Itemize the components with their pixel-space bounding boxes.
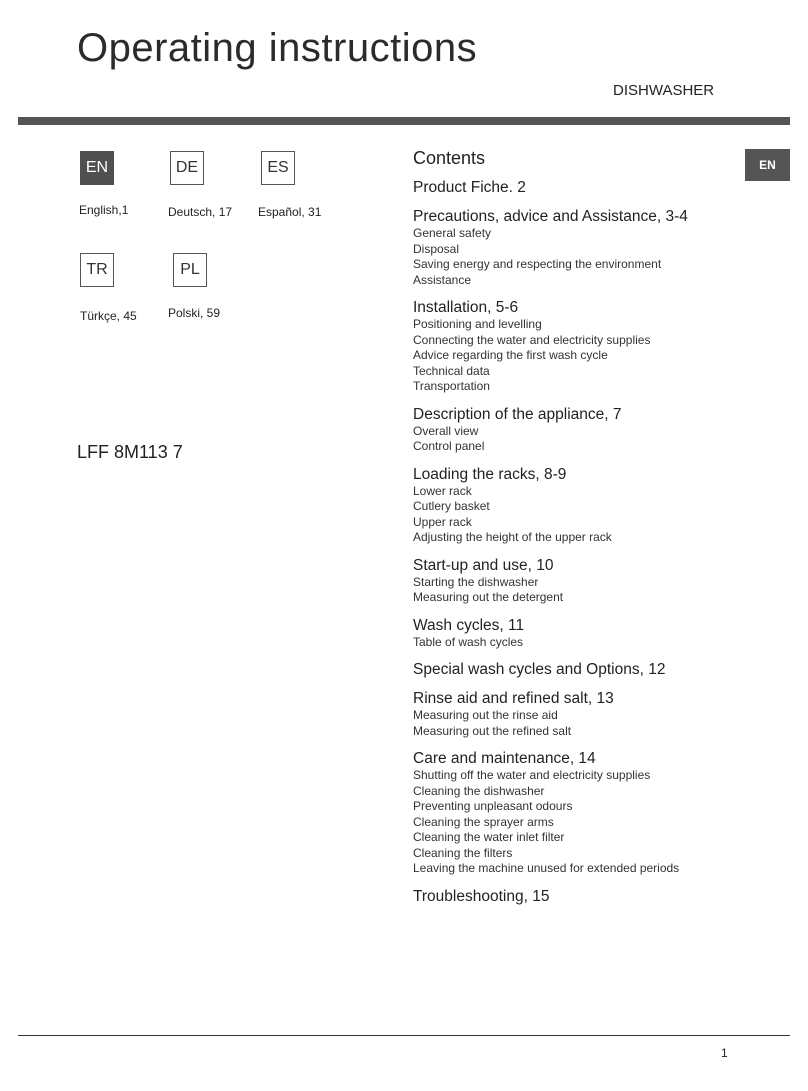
toc-subitem[interactable]: Measuring out the rinse aid — [413, 708, 558, 722]
toc-section-title[interactable]: Rinse aid and refined salt, 13 — [413, 690, 614, 707]
lang-en-label: English,1 — [79, 203, 129, 217]
table-of-contents — [413, 147, 743, 916]
toc-subitem[interactable]: Cutlery basket — [413, 499, 490, 513]
toc-subitem[interactable]: Connecting the water and electricity supplies — [413, 332, 651, 347]
toc-subitem[interactable]: Positioning and levelling — [413, 317, 542, 331]
lang-de-label: Deutsch, 17 — [168, 205, 233, 219]
toc-subitem[interactable]: Cleaning the water inlet filter — [413, 830, 565, 844]
toc-section — [413, 465, 743, 546]
toc-section — [413, 556, 743, 606]
toc-subitem[interactable]: Adjusting the height of the upper rack — [413, 530, 612, 544]
toc-section-title[interactable]: Wash cycles, 11 — [413, 616, 525, 634]
toc-section-title[interactable]: Special wash cycles and Options, 12 — [413, 661, 666, 678]
toc-section — [413, 660, 743, 679]
toc-subitem[interactable]: Shutting off the water and electricity supplies — [413, 768, 651, 782]
toc-subitem[interactable]: Disposal — [413, 241, 460, 256]
toc-section — [413, 178, 743, 197]
toc-section-title[interactable]: Precautions, advice and Assistance, 3-4 — [413, 208, 688, 225]
toc-subitem[interactable]: Advice regarding the first wash cycle — [413, 348, 608, 362]
contents-heading: Contents — [413, 148, 486, 168]
toc-subitem[interactable]: Table of wash cycles — [413, 634, 524, 649]
toc-subitem[interactable]: Measuring out the detergent — [413, 590, 564, 604]
toc-section — [413, 405, 743, 455]
toc-subitem[interactable]: Cleaning the filters — [413, 845, 513, 860]
toc-section — [413, 298, 743, 395]
model-number: LFF 8M113 7 — [77, 442, 183, 462]
toc-subitem[interactable]: Upper rack — [413, 514, 472, 529]
page-title: Operating instructions — [77, 26, 478, 70]
toc-section-title[interactable]: Care and maintenance, 14 — [413, 750, 596, 767]
toc-section-title[interactable]: Installation, 5-6 — [413, 299, 519, 316]
toc-subitem[interactable]: Assistance — [413, 272, 472, 287]
toc-subitem[interactable]: Cleaning the dishwasher — [413, 783, 545, 798]
toc-section-title[interactable]: Start-up and use, 10 — [413, 556, 554, 574]
header-rule — [18, 117, 790, 125]
language-tab-en: EN — [745, 149, 790, 181]
toc-subitem[interactable]: Cleaning the sprayer arms — [413, 814, 554, 829]
toc-section — [413, 749, 743, 877]
lang-en-button[interactable]: EN — [80, 151, 114, 185]
toc-subitem[interactable]: Transportation — [413, 379, 490, 393]
toc-section — [413, 689, 743, 739]
toc-section-title[interactable]: Product Fiche. 2 — [413, 179, 526, 196]
lang-tr-label: Türkçe, 45 — [80, 309, 137, 323]
lang-pl-button[interactable]: PL — [173, 253, 207, 287]
product-type: DISHWASHER — [613, 82, 715, 99]
lang-tr-button[interactable]: TR — [80, 253, 114, 287]
lang-pl-label: Polski, 59 — [168, 306, 221, 320]
lang-es-label: Español, 31 — [258, 205, 322, 219]
toc-subitem[interactable]: Leaving the machine unused for extended periods — [413, 861, 680, 875]
toc-subitem[interactable]: Preventing unpleasant odours — [413, 799, 573, 813]
toc-section — [413, 887, 743, 906]
toc-section-title[interactable]: Description of the appliance, 7 — [413, 405, 622, 423]
toc-section-title[interactable]: Troubleshooting, 15 — [413, 887, 550, 905]
footer-rule — [18, 1035, 790, 1036]
toc-section — [413, 616, 743, 651]
toc-section-title[interactable]: Loading the racks, 8-9 — [413, 465, 567, 483]
lang-de-button[interactable]: DE — [170, 151, 204, 185]
toc-subitem[interactable]: Control panel — [413, 439, 485, 453]
toc-subitem[interactable]: Overall view — [413, 423, 479, 438]
toc-subitem[interactable]: Lower rack — [413, 483, 472, 498]
toc-subitem[interactable]: Starting the dishwasher — [413, 574, 539, 589]
toc-subitem[interactable]: General safety — [413, 226, 492, 240]
toc-subitem[interactable]: Technical data — [413, 363, 490, 378]
toc-subitem[interactable]: Measuring out the refined salt — [413, 723, 572, 738]
toc-section — [413, 207, 743, 288]
page-number: 1 — [721, 1046, 728, 1060]
lang-es-button[interactable]: ES — [261, 151, 295, 185]
toc-subitem[interactable]: Saving energy and respecting the environment — [413, 257, 662, 271]
